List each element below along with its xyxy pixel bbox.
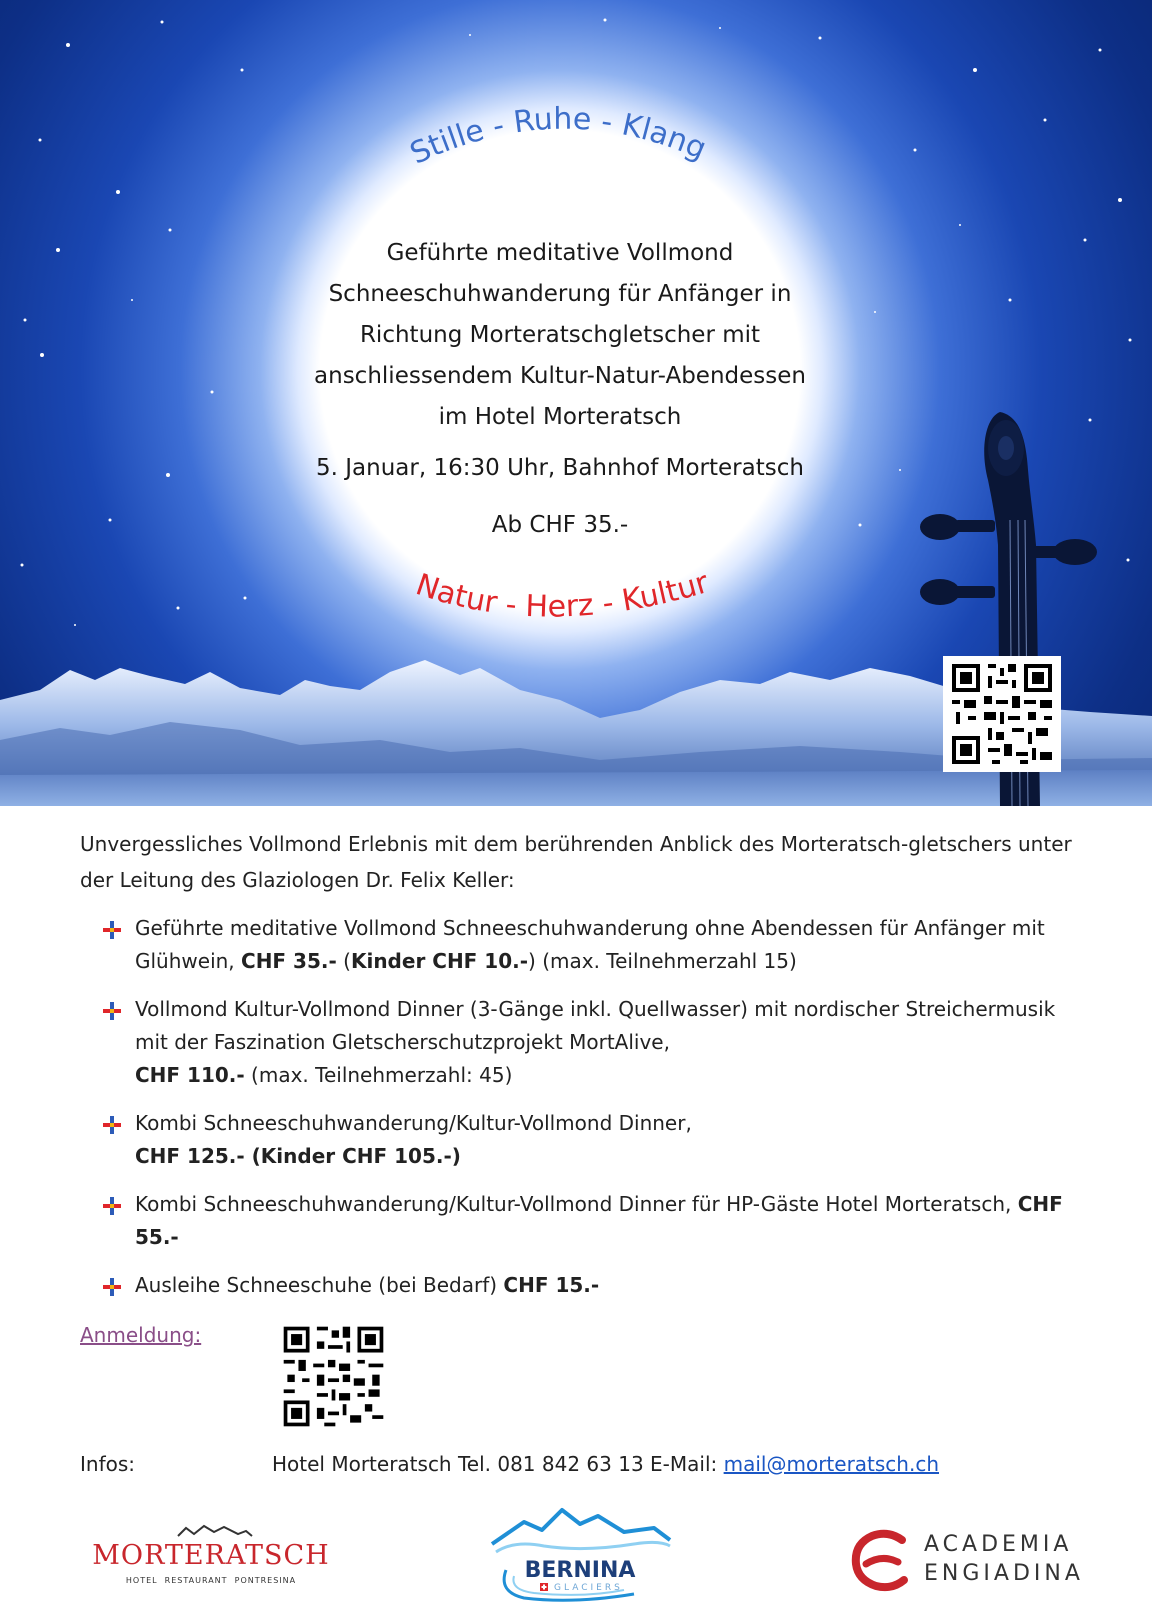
hero-banner <box>0 0 1152 806</box>
logo-bernina-glaciers <box>484 1500 676 1607</box>
event-description-line: Richtung Morteratschgletscher mit <box>359 322 761 348</box>
event-description <box>260 233 860 438</box>
event-description-line: im Hotel Morteratsch <box>438 404 682 430</box>
infos-label: Infos: <box>80 1452 136 1476</box>
list-item: Ausleihe Schneeschuhe (bei Bedarf) CHF 15.- <box>80 1269 1090 1302</box>
registration-link[interactable]: Anmeldung: <box>80 1323 202 1347</box>
list-item: Kombi Schneeschuhwanderung/Kultur-Vollmond Dinner für HP-Gäste Hotel Morteratsch, CHF 55.- <box>80 1188 1090 1254</box>
cross-bullet-icon <box>102 1277 122 1297</box>
arc-title-bottom: Natur - Herz - Kultur <box>411 565 713 625</box>
qr-code-icon <box>280 1323 387 1430</box>
cross-bullet-icon <box>102 920 122 940</box>
morteratsch-logo-name: MORTERATSCH <box>92 1540 330 1571</box>
academia-logo-line1: ACADEMIA <box>924 1532 1073 1557</box>
offer-list <box>80 912 1090 1302</box>
academia-logo-line2: ENGIADINA <box>924 1561 1084 1586</box>
morteratsch-logo-sub: HOTEL RESTAURANT PONTRESINA <box>125 1576 297 1585</box>
list-item: Kombi Schneeschuhwanderung/Kultur-Vollmond Dinner, CHF 125.- (Kinder CHF 105.-) <box>80 1107 1090 1173</box>
logo-morteratsch <box>86 1518 336 1588</box>
event-details <box>80 826 1090 1317</box>
qr-code-registration[interactable] <box>280 1323 387 1430</box>
cross-bullet-icon <box>102 1001 122 1021</box>
event-description-line: Schneeschuhwanderung für Anfänger in <box>328 281 792 307</box>
qr-code-icon <box>943 656 1061 772</box>
cross-bullet-icon <box>102 1196 122 1216</box>
list-item: Vollmond Kultur-Vollmond Dinner (3-Gänge inkl. Quellwasser) mit nordischer Streichermusik mit der Faszination Gletscherschutzprojekt MortAlive, CHF 110.- (max. Teilnehmerzahl: 45) <box>80 993 1090 1092</box>
logo-academia-engiadina <box>848 1528 1084 1592</box>
arc-title-top: Stille - Ruhe - Klang <box>404 101 712 172</box>
email-link[interactable]: mail@morteratsch.ch <box>723 1452 940 1476</box>
bernina-logo-name: BERNINA <box>524 1558 636 1583</box>
academia-logo-icon <box>848 1528 912 1592</box>
qr-code-top[interactable] <box>943 656 1061 772</box>
list-item: Geführte meditative Vollmond Schneeschuhwanderung ohne Abendessen für Anfänger mit Glühwein, CHF 35.- (Kinder CHF 10.-) (max. Teilnehmerzahl 15) <box>80 912 1090 978</box>
event-description-line: Geführte meditative Vollmond <box>386 240 734 266</box>
event-description-line: anschliessendem Kultur-Natur-Abendessen <box>314 363 806 389</box>
event-price: Ab CHF 35.- <box>491 512 629 538</box>
intro-text: Unvergessliches Vollmond Erlebnis mit dem berührenden Anblick des Morteratsch-gletschers unter der Leitung des Glaziologen Dr. Felix Keller: <box>80 832 1072 892</box>
infos-contact: Hotel Morteratsch Tel. 081 842 63 13 E-Mail: mail@morteratsch.ch <box>272 1452 940 1476</box>
event-date: 5. Januar, 16:30 Uhr, Bahnhof Morteratsch <box>316 455 804 481</box>
bernina-logo-sub: GLACIERS <box>554 1583 623 1593</box>
cross-bullet-icon <box>102 1115 122 1135</box>
